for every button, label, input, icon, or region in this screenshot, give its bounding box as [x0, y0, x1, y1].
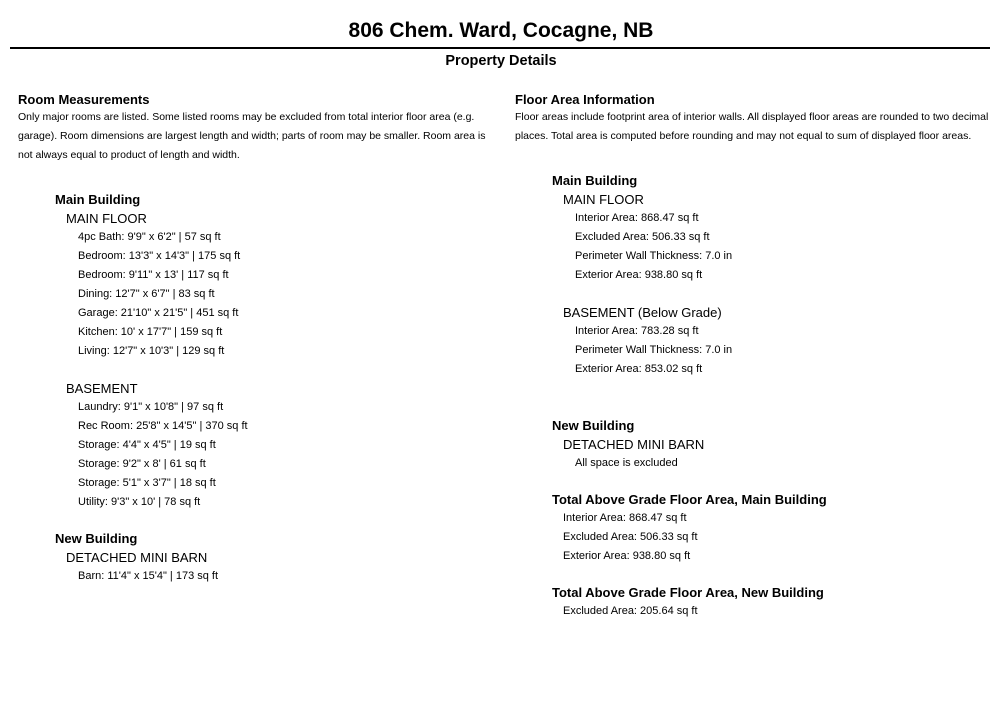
room-item: Storage: 5'1" x 3'7" | 18 sq ft — [78, 477, 216, 489]
page-subtitle: Property Details — [445, 53, 557, 69]
fa-basement-list — [552, 322, 995, 379]
room-item: Bedroom: 13'3" x 14'3" | 175 sq ft — [78, 250, 241, 262]
area-item: Exterior Area: 938.80 sq ft — [575, 269, 703, 281]
area-item: Interior Area: 868.47 sq ft — [575, 212, 699, 224]
main-building-heading: Main Building — [55, 192, 141, 207]
room-item: Living: 12'7" x 10'3" | 129 sq ft — [78, 345, 225, 357]
room-item: Storage: 4'4" x 4'5" | 19 sq ft — [78, 439, 216, 451]
area-item: Perimeter Wall Thickness: 7.0 in — [575, 250, 733, 262]
area-item: Excluded Area: 506.33 sq ft — [575, 231, 710, 243]
floor-area-heading: Floor Area Information — [515, 92, 655, 107]
detached-mini-barn-heading: DETACHED MINI BARN — [66, 550, 208, 565]
area-item: Perimeter Wall Thickness: 7.0 in — [575, 344, 733, 356]
area-item: Exterior Area: 853.02 sq ft — [575, 363, 703, 375]
fa-main-floor-heading: MAIN FLOOR — [563, 192, 644, 207]
basement-heading: BASEMENT — [66, 381, 138, 396]
main-floor-heading: MAIN FLOOR — [66, 211, 147, 226]
room-item: 4pc Bath: 9'9" x 6'2" | 57 sq ft — [78, 231, 221, 243]
fa-main-building-heading: Main Building — [552, 173, 638, 188]
floor-area-description: Floor areas include footprint area of interior walls. All displayed floor areas are rounded to two decimal places. Total area is computed before rounding and may not equal to sum of displayed floor areas. — [515, 111, 989, 142]
total-main-building-heading: Total Above Grade Floor Area, Main Building — [552, 492, 827, 507]
area-item: Excluded Area: 506.33 sq ft — [563, 531, 698, 543]
basement-room-list — [55, 398, 493, 512]
floor-area-buildings — [552, 171, 995, 621]
fa-detached-list — [552, 454, 995, 473]
total-main-building-list — [552, 509, 995, 566]
total-new-building-list — [552, 602, 995, 621]
room-measurements-section — [18, 91, 493, 586]
room-item: Utility: 9'3" x 10' | 78 sq ft — [78, 496, 201, 508]
total-new-building-heading: Total Above Grade Floor Area, New Building — [552, 585, 824, 600]
page-title: 806 Chem. Ward, Cocagne, NB — [348, 19, 654, 42]
room-item: Kitchen: 10' x 17'7" | 159 sq ft — [78, 326, 223, 338]
area-item: Excluded Area: 205.64 sq ft — [563, 605, 698, 617]
room-measurements-heading: Room Measurements — [18, 92, 150, 107]
area-item: Interior Area: 783.28 sq ft — [575, 325, 699, 337]
fa-basement-heading: BASEMENT (Below Grade) — [563, 305, 722, 320]
area-item: Exterior Area: 938.80 sq ft — [563, 550, 691, 562]
room-item: Dining: 12'7" x 6'7" | 83 sq ft — [78, 288, 215, 300]
title-divider — [10, 47, 990, 49]
room-item: Bedroom: 9'11" x 13' | 117 sq ft — [78, 269, 229, 281]
room-item: Laundry: 9'1" x 10'8" | 97 sq ft — [78, 401, 224, 413]
fa-new-building-heading: New Building — [552, 418, 635, 433]
room-item: Barn: 11'4" x 15'4" | 173 sq ft — [78, 570, 219, 582]
room-item: Storage: 9'2" x 8' | 61 sq ft — [78, 458, 206, 470]
room-measurements-description: Only major rooms are listed. Some listed rooms may be excluded from total interior floor area (e.g. garage). Room dimensions are largest length and width; parts of room may be smaller. Room area is not always equal to product of length and width. — [18, 111, 486, 161]
fa-detached-mini-barn-heading: DETACHED MINI BARN — [563, 437, 705, 452]
spacer — [552, 379, 995, 416]
spacer — [552, 473, 995, 490]
spacer — [55, 512, 493, 529]
spacer — [55, 361, 493, 379]
room-item: Garage: 21'10" x 21'5" | 451 sq ft — [78, 307, 239, 319]
floor-area-section — [515, 91, 995, 621]
area-item: Interior Area: 868.47 sq ft — [563, 512, 687, 524]
area-item: All space is excluded — [575, 457, 678, 469]
spacer — [552, 285, 995, 303]
fa-main-floor-list — [552, 209, 995, 285]
room-item: Rec Room: 25'8" x 14'5" | 370 sq ft — [78, 420, 248, 432]
new-building-heading: New Building — [55, 531, 138, 546]
room-buildings — [55, 190, 493, 586]
spacer — [552, 566, 995, 583]
detached-room-list — [55, 567, 493, 586]
main-floor-room-list — [55, 228, 493, 361]
